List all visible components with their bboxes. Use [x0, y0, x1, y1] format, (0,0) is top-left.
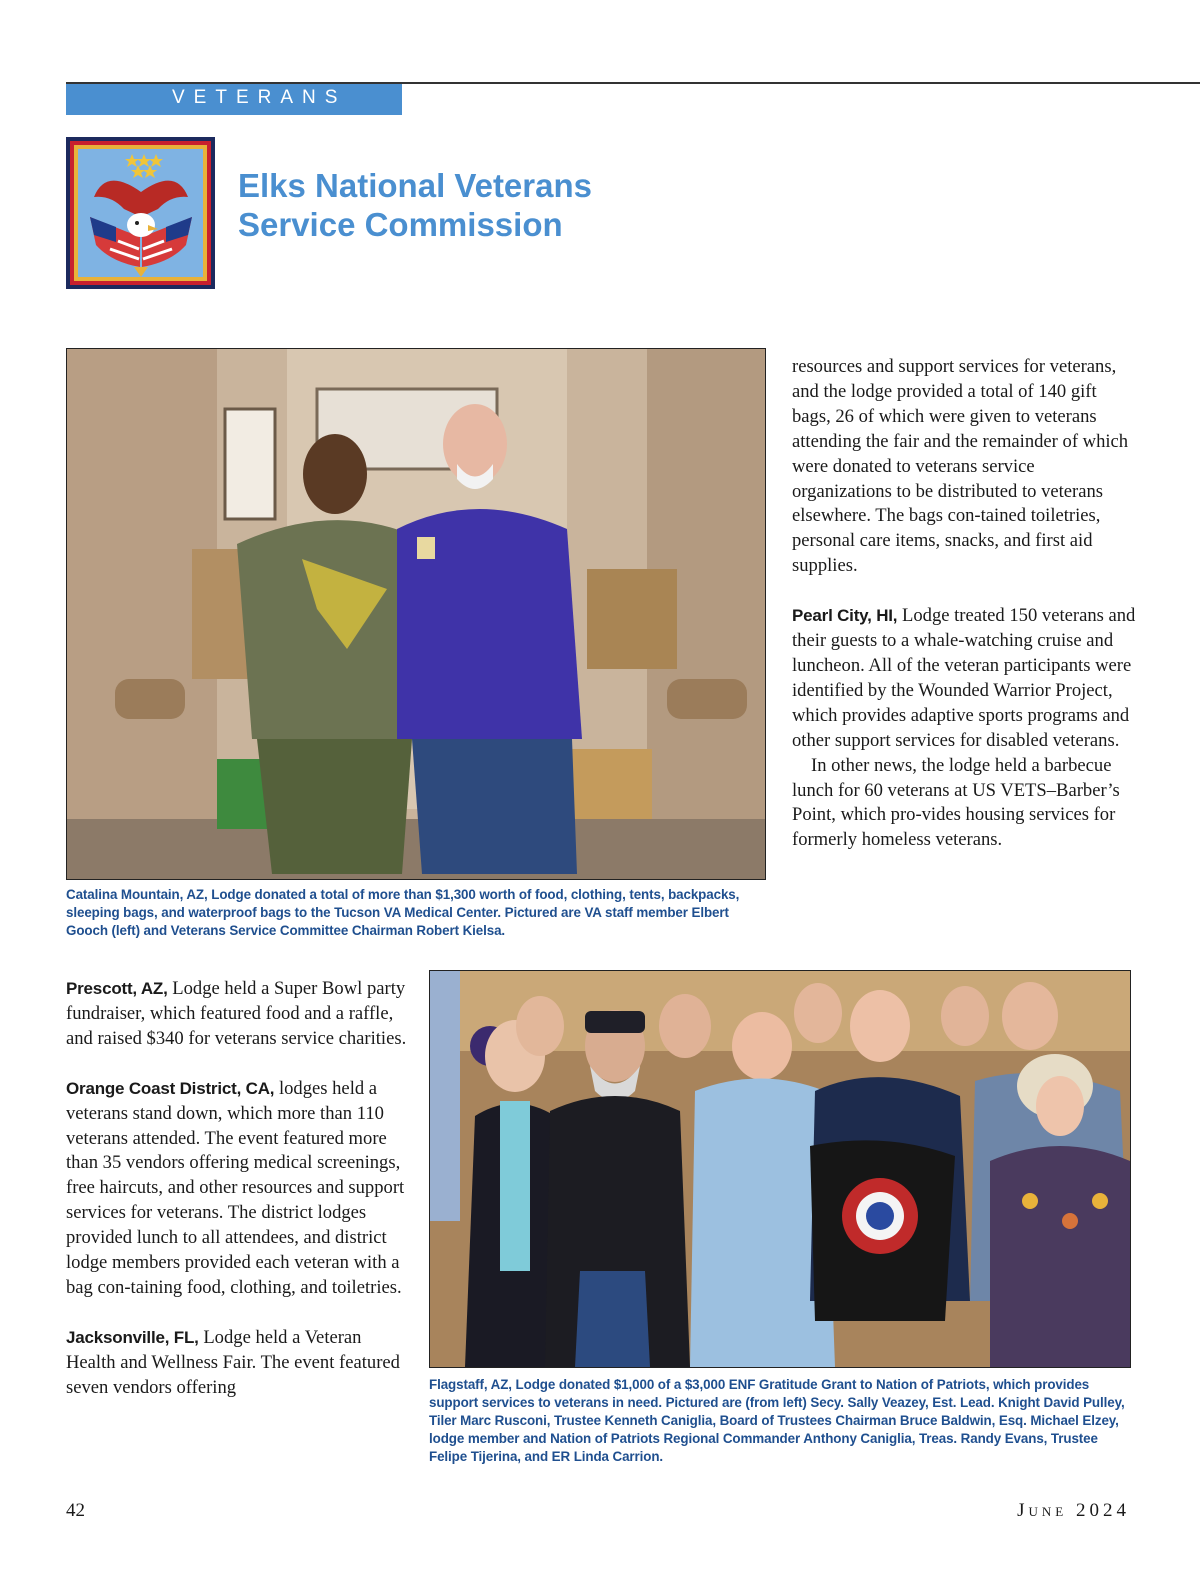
page-title	[238, 166, 592, 244]
prescott-lead: Prescott, AZ,	[66, 979, 168, 998]
section-banner	[66, 84, 402, 115]
caption-lead-catalina: Catalina Mountain, AZ,	[66, 887, 208, 902]
issue-date: June 2024	[1017, 1500, 1130, 1521]
catalina-mountain-photo	[66, 348, 766, 880]
group-of-people-photo-illustration	[430, 971, 1130, 1367]
jacksonville-lead: Jacksonville, FL,	[66, 1327, 199, 1347]
orange-coast-lead: Orange Coast District, CA,	[66, 1078, 275, 1098]
caption-text-flagstaff: Lodge donated $1,000 of a $3,000 ENF Gratitude Grant to Nation of Patriots, which provides support services to veterans in need. Pictured are (from left) Secy. Sally Veazey, Est. Lead. Knight David Pulley, Tiler Marc Rusconi, Trustee Kenneth Caniglia, Board of Trustees Chairman Bruce Baldwin, Esq. Michael Elzey, lodge member and Nation of Patriots Regional Commander Anthony Caniglia, Treas. Randy Evans, Trustee Felipe Tijerina, and ER Linda Carrion.	[429, 1377, 1125, 1464]
pearl-city-other-news-paragraph: In other news, the lodge held a barbecue lunch for 60 veterans at US VETS–Barber’s Point, which pro-vides housing services for formerly homeless veterans.	[792, 754, 1120, 851]
section-label: VETERANS	[172, 87, 347, 108]
right-column-text	[792, 355, 1137, 853]
caption-text-catalina: Lodge donated a total of more than $1,300 worth of food, clothing, tents, backpacks, sleeping bags, and waterproof bags to the Tucson VA Medical Center. Pictured are VA staff member Elbert Gooch (left) and Veterans Service Committee Chairman Robert Kielsa.	[66, 887, 740, 938]
pearl-city-lead: Pearl City, HI,	[792, 606, 898, 626]
two-men-standing-photo-illustration	[67, 349, 765, 879]
prescott-text: Lodge held a Super Bowl party fundraiser, which featured food and a raffle, and raised $340 for veterans service charities.	[66, 978, 407, 1049]
page-number: 42	[66, 1500, 85, 1521]
catalina-mountain-caption	[66, 886, 766, 940]
title-line-2: Service Commission	[238, 206, 563, 243]
jacksonville-continued-paragraph: resources and support services for veterans, and the lodge provided a total of 140 gift bags, 26 of which were given to veterans attending the fair and the remainder of which were donated to veterans service organizations to be distributed to veterans elsewhere. The bags con-tained toiletries, personal care items, snacks, and first aid supplies.	[792, 356, 1129, 577]
orange-coast-text: lodges held a veterans stand down, which more than 110 veterans attended. The event featured more than 35 vendors offering medical screenings, free haircuts, and other resources and support services for veterans. The district lodges provided lunch to all attendees, and district lodge members provided each veteran with a bag con-taining food, clothing, and toiletries.	[66, 1077, 405, 1298]
flagstaff-group-photo	[429, 970, 1131, 1368]
orange-coast-paragraph	[66, 1077, 408, 1301]
left-column-text	[66, 977, 408, 1401]
pearl-city-paragraph	[792, 604, 1137, 753]
jacksonville-paragraph	[66, 1326, 408, 1401]
flagstaff-caption	[429, 1376, 1129, 1466]
title-line-1: Elks National Veterans	[238, 167, 592, 204]
pearl-city-text: Lodge treated 150 veterans and their guests to a whale-watching cruise and luncheon. All of the veteran participants were identified by the Wounded Warrior Project, which provides adaptive sports programs and other support services for disabled veterans.	[792, 605, 1136, 751]
jacksonville-text: Lodge held a Veteran Health and Wellness Fair. The event featured seven vendors offering	[66, 1326, 400, 1398]
eagle-flag-emblem-icon	[66, 137, 215, 289]
veterans-commission-logo	[66, 137, 215, 289]
prescott-paragraph	[66, 977, 408, 1052]
caption-lead-flagstaff: Flagstaff, AZ,	[429, 1377, 512, 1392]
